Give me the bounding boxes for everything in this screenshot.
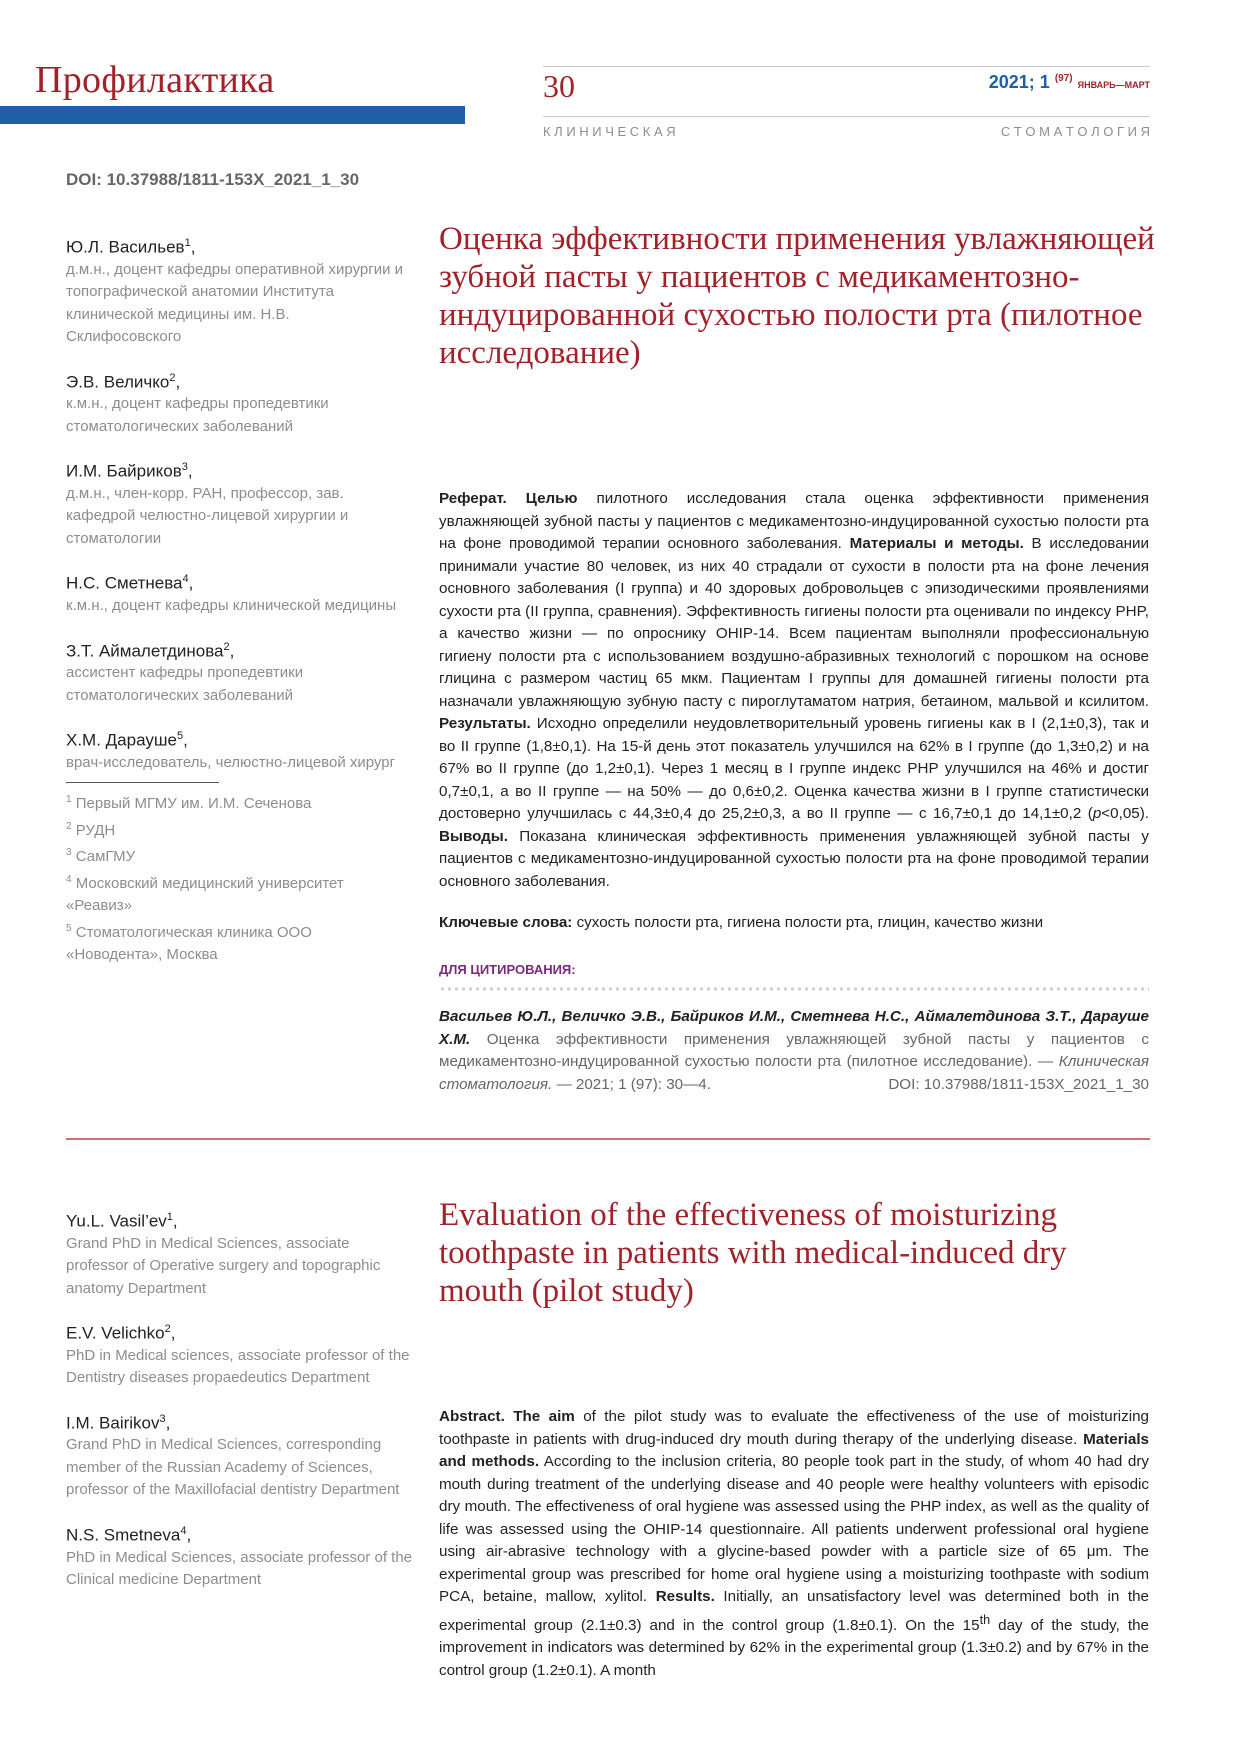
abstract-text: Initially, an unsatisfactory level was determined both in the experimental group (2.1±0.3) and in the control group (1.8±0.1). On the 15 <box>439 1588 1149 1634</box>
abstract-ru <box>439 488 1149 893</box>
citation-text: Оценка эффективности применения увлажняющей зубной пасты у пациентов с медикаментозно-индуцированной сухостью полости рта (пилотное исследование). — <box>439 1030 1149 1070</box>
affiliation-text: РУДН <box>75 821 116 839</box>
abstract-en <box>439 1406 1149 1682</box>
journal-word-2: С Т О М А Т О Л О Г И Я <box>1000 124 1150 139</box>
author-name: З.Т. Аймалетдинова <box>66 641 224 661</box>
author-name: I.M. Bairikov <box>66 1413 160 1433</box>
affiliation <box>66 869 406 918</box>
author-sup: 1 <box>184 237 191 249</box>
citation-tail: — 2021; 1 (97): 30—4. <box>552 1075 711 1093</box>
author: N.S. Smetneva$^4$, PhD in Medical Sciences, associate professor of the Clinical medicine Department <box>66 1520 416 1592</box>
keywords-label: Ключевые слова: <box>439 914 573 931</box>
keywords-text: сухость полости рта, гигиена полости рта, глицин, качество жизни <box>572 914 1044 931</box>
affiliation-sup: 2 <box>66 820 72 832</box>
section-title: Профилактика <box>35 59 275 101</box>
article-title-ru: Оценка эффективности применения увлажняющей зубной пасты у пациентов с медикаментозно-индуцированной сухостью полости рта (пилотное исследование) <box>439 221 1155 371</box>
keywords <box>439 914 1149 931</box>
author-sup: 2 <box>223 640 230 653</box>
author-desc: к.м.н., доцент кафедры клинической медицины <box>66 597 397 615</box>
results-label: Results. <box>655 1588 715 1605</box>
issue-number: (97) <box>1054 73 1073 84</box>
page-number: 30 <box>543 68 575 104</box>
citation-authors: Васильев Ю.Л., Величко Э.В., Байриков И.М., Сметнева Н.С., Аймалетдинова З.Т., Дарауше Х.М. <box>439 1008 1149 1048</box>
affiliation <box>66 816 406 843</box>
abstract-text: day of the study, the improvement in indicators was determined by 62% in the experimental group (1.3±0.2) and by 67% in the control group (1.2±0.1). A month <box>439 1616 1149 1679</box>
abstract-text: of the pilot study was to evaluate the effectiveness of the use of moisturizing toothpaste in patients with drug-induced dry mouth during therapy of the underlying disease. <box>439 1408 1149 1448</box>
header-top-rule <box>543 66 1150 67</box>
ordinal-suffix: th <box>979 1612 991 1627</box>
affiliation-sup: 3 <box>66 847 72 859</box>
author-desc: к.м.н., доцент кафедры пропедевтики стоматологических заболеваний <box>66 395 329 435</box>
citation-label: ДЛЯ ЦИТИРОВАНИЯ: <box>439 962 576 977</box>
section-separator <box>66 1138 1150 1140</box>
author-sup: 3 <box>159 1412 166 1425</box>
author-name: Yu.L. Vasil’ev <box>66 1211 167 1231</box>
author: И.М. Байриков$^3$, д.м.н., член-корр. РАН, профессор, зав. кафедрой челюстно-лицевой хирургии и стоматологии <box>66 456 406 550</box>
dotted-divider <box>439 986 1149 992</box>
citation <box>439 1006 1149 1096</box>
abstract-text: <0,05). <box>1101 805 1149 822</box>
author-sup: 4 <box>182 573 189 586</box>
citation-journal: Клиническая стоматология. <box>439 1053 1149 1093</box>
abstract-text: Показана клиническая эффективность применения увлажняющей зубной пасты у пациентов с медикаментозно-индуцированной сухостью полости рта на фоне проводимой терапии основного заболевания. <box>439 827 1149 890</box>
article-title-en: Evaluation of the effectiveness of moisturizing toothpaste in patients with medical-induced dry mouth (pilot study) <box>439 1197 1067 1309</box>
author-desc: Grand PhD in Medical Sciences, corresponding member of the Russian Academy of Sciences, professor of the Maxillofacial dentistry Department <box>66 1436 400 1499</box>
issue-year: 2021; 1 <box>988 72 1050 92</box>
author: Yu.L. $Vasil’ev^1$, Grand PhD in Medical Sciences, associate professor of Operative surgery and topographic anatomy Department <box>66 1206 416 1300</box>
affiliation-sup: 4 <box>66 873 72 885</box>
author-desc: PhD in Medical Sciences, associate professor of the Clinical medicine Department <box>66 1548 413 1589</box>
author: Ю.Л. Васильев$^1$, д.м.н., доцент кафедры оперативной хирургии и топографической анатомии Института клинической медицины им. Н.В. Склифосовского <box>66 232 406 349</box>
author: E.V. Velichko$^2$, PhD in Medical sciences, associate professor of the Dentistry diseases propaedeutics Department <box>66 1318 416 1390</box>
section-color-bar <box>0 106 465 124</box>
doi: DOI: 10.37988/1811-153X_2021_1_30 <box>66 170 360 189</box>
header-bottom-rule <box>543 116 1150 117</box>
author-name: N.S. Smetneva <box>66 1525 181 1545</box>
results-label: Результаты. <box>439 715 531 732</box>
author: З.Т. Аймалетдинова$^2$, ассистент кафедры пропедевтики стоматологических заболеваний <box>66 636 406 708</box>
author-desc: д.м.н., доцент кафедры оперативной хирургии и топографической анатомии Института клинической медицины им. Н.В. Склифосовского <box>66 260 404 346</box>
journal-word-1: К Л И Н И Ч Е С К А Я <box>543 124 676 139</box>
issue-info <box>989 72 1150 93</box>
author-name: E.V. Velichko <box>66 1323 165 1343</box>
author-sup: 2 <box>169 371 176 384</box>
authors-en <box>66 1206 416 1610</box>
conclusions-label: Выводы. <box>439 827 508 845</box>
author-name: И.М. Байриков <box>66 461 182 481</box>
affiliation <box>66 789 406 816</box>
author-name: Э.В. Величко <box>66 372 170 392</box>
p-value-symbol: p <box>1092 805 1102 822</box>
author-name: Ю.Л. Васильев <box>66 237 185 257</box>
author-name: Х.М. Дарауше <box>66 730 177 750</box>
abstract-text: пилотного исследования стала оценка эффективности применения увлажняющей зубной пасты у пациентов с медикаментозно-индуцированной сухостью полости рта на фоне проводимой терапии основного заболевания. <box>439 490 1149 552</box>
affiliation-sup: 5 <box>66 922 72 934</box>
citation-doi[interactable]: DOI: 10.37988/1811-153X_2021_1_30 <box>888 1075 1149 1093</box>
affiliations-rule <box>66 782 219 783</box>
journal-name <box>543 124 1150 139</box>
affiliation-text: Стоматологическая клиника ООО «Новодента», Москва <box>66 923 312 964</box>
author-desc: ассистент кафедры пропедевтики стоматологических заболеваний <box>66 664 304 704</box>
author-sup: 3 <box>181 461 188 474</box>
abstract-text: В исследовании принимали участие 80 человек, из них 40 страдали от сухости в полости рта на фоне лечения основного заболевания (I группа) и 40 здоровых добровольцев с эпизодическими проявлениями сухости рта (II группа, сравнения). Эффективность гигиены полости рта оценивали по индексу PHP, а качество жизни — по опроснику OHIP-14. Всем пациентам выполняли профессиональную гигиену полости рта с использованием воздушно-абразивных технологий с порошком на основе глицина с размером частиц 65 мкм. Пациентам I группы для домашней гигиены полости рта назначали увлажняющую зубную пасту с пироглутаматом натрия, бетаином, мальвой и ксилитом. <box>439 535 1149 710</box>
abstract-label: Реферат. Целью <box>439 490 578 507</box>
author-sup: 4 <box>180 1524 187 1537</box>
affiliation-text: СамГМУ <box>75 848 136 866</box>
affiliation <box>66 918 406 967</box>
methods-label: Materials and methods. <box>439 1430 1149 1470</box>
author-sup: 5 <box>176 730 184 743</box>
author-desc: врач-исследователь, челюстно-лицевой хирург <box>66 753 396 771</box>
abstract-label: Abstract. The aim <box>439 1408 575 1425</box>
author-desc: PhD in Medical sciences, associate professor of the Dentistry diseases propaedeutics Department <box>66 1346 410 1387</box>
author: Н.С. Сметнева$^4$, к.м.н., доцент кафедры клинической медицины <box>66 568 406 617</box>
author-desc: Grand PhD in Medical Sciences, associate professor of Operative surgery and topographic anatomy Department <box>66 1234 381 1297</box>
abstract-text: According to the inclusion criteria, 80 people took part in the study, of whom 40 had dry mouth during treatment of the underlying disease and 40 people were healthy volunteers with episodic dry mouth. The effectiveness of oral hygiene was assessed using the PHP index, as well as the quality of life was assessed using the OHIP-14 questionnaire. All patients underwent professional oral hygiene using air-abrasive technology with a glycine-based powder with a particle size of 65 μm. The experimental group was prescribed for home oral hygiene using a moisturizing toothpaste with sodium PCA, betaine, mallow, xylitol. <box>439 1453 1149 1605</box>
affiliation-sup: 1 <box>66 794 72 806</box>
issue-months: ЯНВАРЬ—МАРТ <box>1077 80 1150 90</box>
author: I.M. Bairikov$^3$, Grand PhD in Medical Sciences, corresponding member of the Russian Academy of Sciences, professor of the Maxillofacial dentistry Department <box>66 1408 416 1502</box>
affiliation-text: Московский медицинский университет «Реавиз» <box>66 874 344 915</box>
affiliation <box>66 842 406 869</box>
abstract-text: Исходно определили неудовлетворительный уровень гигиены как в I (2,1±0,3), так и во II группе (1,8±0,1). На 15-й день этот показатель улучшился на 62% в I группе (до 1,3±0,2) и на 67% во II группе (до 1,2±0,1). Через 1 месяц в I группе индекс PHP улучшился на 46% и достиг 0,7±0,1, а во II группе — на 50% — до 0,6±0,2. Оценка качества жизни в I группе статистически достоверно улучшилась с 44,3±0,4 до 25,2±0,3, а во II группе — с 16,7±0,1 до 14,1±0,2 ( <box>439 715 1149 822</box>
author: Х.М. Дарауше$^5$, врач-исследователь, челюстно-лицевой хирург <box>66 725 406 774</box>
author: Э.В. Величко$^2$, к.м.н., доцент кафедры пропедевтики стоматологических заболеваний <box>66 367 406 439</box>
author-desc: д.м.н., член-корр. РАН, профессор, зав. кафедрой челюстно-лицевой хирургии и стоматологии <box>66 484 349 547</box>
author-sup: 1 <box>166 1211 173 1223</box>
author-sup: 2 <box>164 1323 171 1336</box>
author-name: Н.С. Сметнева <box>66 574 183 594</box>
authors-ru <box>66 232 406 967</box>
affiliation-text: Первый МГМУ им. И.М. Сеченова <box>75 795 312 813</box>
methods-label: Материалы и методы. <box>849 535 1024 552</box>
